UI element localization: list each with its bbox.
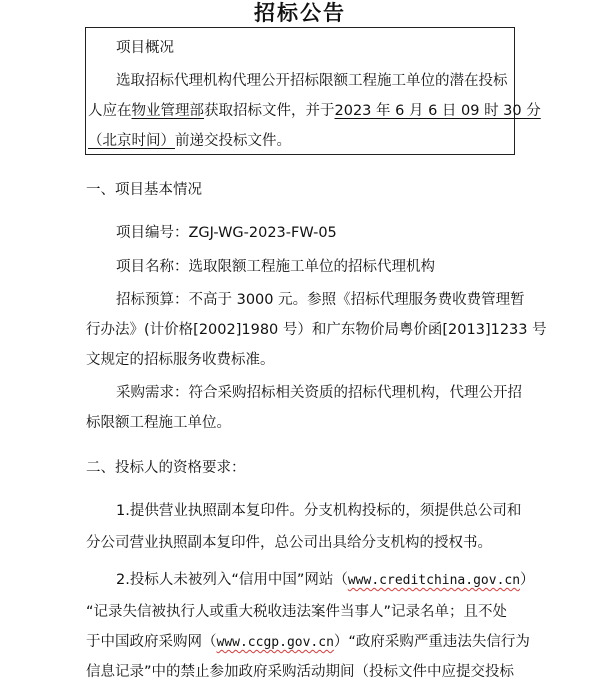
requirement-line-2: 标限额工程施工单位。 — [86, 415, 231, 431]
qualification-2-line-4: 信息记录”中的禁止参加政府采购活动期间（投标文件中应提交投标 — [86, 664, 515, 680]
qualification-2-line-3-a: 于中国政府采购网（ — [86, 634, 217, 650]
summary-line-1: 选取招标代理机构代理公开招标限额工程施工单位的潜在投标 — [116, 73, 508, 89]
section-1-heading: 一、项目基本情况 — [86, 182, 202, 198]
deadline-datetime: 2023 年 6 月 6 日 09 时 30 分 — [334, 103, 541, 119]
budget-line-3: 文规定的招标服务收费标准。 — [86, 352, 275, 368]
project-name: 项目名称：选取限额工程施工单位的招标代理机构 — [116, 259, 435, 275]
summary-line-3 — [88, 129, 514, 150]
project-summary-box — [85, 27, 541, 155]
pickup-location: 物业管理部 — [131, 103, 204, 119]
qualification-2-line-1 — [86, 568, 535, 589]
qualification-2-line-3-c: ）“政府采购严重违法失信行为 — [333, 634, 530, 650]
qualification-2-line-3 — [86, 630, 530, 651]
summary-line-2-c: 获取招标文件，并于 — [204, 103, 335, 119]
budget-line-2: 行办法》(计价格[2002]1980 号）和广东物价局粤价函[2013]1233 号 — [86, 322, 547, 338]
section-2-heading: 二、投标人的资格要求： — [86, 460, 246, 476]
project-number: 项目编号：ZGJ-WG-2023-FW-05 — [116, 225, 337, 241]
summary-line-3-b: 前递交投标文件。 — [175, 133, 291, 149]
summary-line-2-a: 人应在 — [88, 103, 132, 119]
timezone-note: （北京时间） — [88, 133, 175, 149]
ccgp-link[interactable]: www.ccgp.gov.cn — [216, 635, 334, 650]
budget-line-1: 招标预算：不高于 3000 元。参照《招标代理服务费收费管理暂 — [116, 292, 525, 308]
qualification-1-line-1: 1.提供营业执照副本复印件。分支机构投标的，须提供总公司和 — [116, 503, 522, 519]
creditchina-link[interactable]: www.creditchina.gov.cn — [347, 573, 521, 588]
qualification-1-line-2: 分公司营业执照副本复印件，总公司出具给分支机构的授权书。 — [86, 535, 492, 551]
qualification-2-line-2: “记录失信被执行人或重大税收违法案件当事人”记录名单；且不处 — [86, 604, 508, 620]
summary-line-2 — [88, 99, 541, 120]
qualification-2-line-1-c: ） — [520, 572, 535, 588]
qualification-2-line-1-a: 2.投标人未被列入“信用中国”网站（ — [116, 572, 348, 588]
requirement-line-1: 采购需求：符合采购招标相关资质的招标代理机构，代理公开招 — [116, 385, 522, 401]
notice-title: 招标公告 — [254, 0, 346, 25]
summary-heading: 项目概况 — [116, 40, 174, 56]
